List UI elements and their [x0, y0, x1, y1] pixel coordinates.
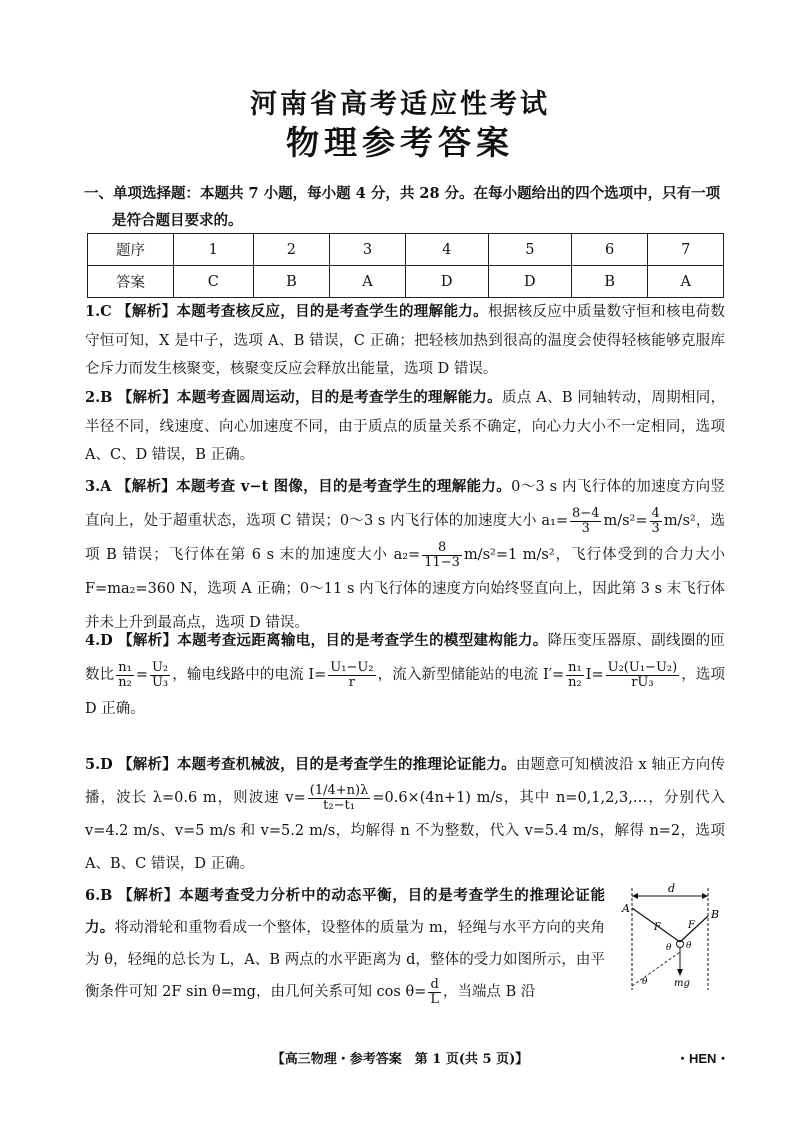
fraction-denominator: r	[348, 674, 355, 690]
table-row	[88, 234, 724, 266]
question-head: 4.D 【解析】本题考查远距离输电，目的是考查学生的模型建构能力。	[85, 632, 548, 649]
question-3	[85, 470, 725, 640]
label-f-left: F	[654, 922, 661, 933]
table-cell: 7	[648, 234, 724, 266]
fraction	[606, 661, 680, 690]
question-head: 3.A 【解析】本题考查 v−t 图像，目的是考查学生的理解能力。	[85, 478, 512, 495]
table-cell: 2	[253, 234, 330, 266]
fraction-numerator: 4	[651, 505, 660, 521]
fraction-numerator: 8	[422, 541, 462, 556]
arrow-head-right	[702, 893, 708, 899]
table-row	[88, 266, 724, 298]
section-heading-line1: 一、单项选择题：本题共 7 小题，每小题 4 分，共 28 分。在每小题给出的四个选项中，只有一项	[84, 185, 721, 202]
question-body: m/s²=1 m/s²，飞行体受到的合力大小 F=ma₂=360 N，选项 A 正确；0～11 s 内飞行体的速度方向始终竖直向上，因此第 3 s 末飞行体并未上升到最高点，选项 D 错误。	[85, 547, 725, 631]
question-body: m/s²=	[603, 513, 648, 529]
question-5	[85, 748, 725, 881]
question-head: 1.C 【解析】本题考查核反应，目的是考查学生的理解能力。	[85, 303, 488, 320]
fraction-denominator: 3	[581, 520, 590, 536]
question-head: 6.B 【解析】本题考查受力分析中的动态平衡，目的是考查学生的推理论证能力。	[85, 887, 605, 936]
fraction-denominator: 11−3	[424, 554, 460, 570]
table-cell: A	[648, 266, 724, 298]
section-heading-line2: 是符合题目要求的。	[112, 212, 243, 229]
fraction-numerator: U₂	[151, 659, 169, 675]
question-body: ，选项 D 正确。	[85, 667, 726, 717]
question-body: ，流入新型储能站的电流 I′=	[377, 667, 565, 683]
fraction-numerator: U₂(U₁−U₂)	[607, 659, 678, 675]
question-4	[85, 624, 725, 726]
question-head: 5.D 【解析】本题考查机械波，目的是考查学生的推理论证能力。	[85, 756, 516, 773]
table-cell: 5	[488, 234, 571, 266]
question-body: 由题意可知横波沿 x 轴正方向传播，波长 λ=0.6 m，则波速 v=	[85, 757, 725, 806]
table-cell: D	[488, 266, 571, 298]
fraction-numerator: (1/4+n)λ	[309, 782, 369, 798]
fraction-denominator: n₂	[568, 674, 582, 690]
label-a: A	[622, 902, 630, 915]
label-theta-3: θ	[642, 977, 648, 987]
fraction-numerator: 8−4	[572, 505, 600, 521]
fraction	[650, 507, 662, 536]
page-subtitle: 物理参考答案	[286, 123, 514, 162]
footer-code: ・HEN・	[676, 1051, 730, 1066]
fraction-denominator: 3	[651, 520, 660, 536]
table-cell: 3	[330, 234, 405, 266]
fraction	[422, 541, 462, 570]
table-cell: 4	[405, 234, 488, 266]
table-cell: B	[571, 266, 648, 298]
table-row-label: 题序	[88, 234, 174, 266]
fraction	[566, 661, 584, 690]
fraction-denominator: n₂	[118, 674, 132, 690]
question-2	[85, 384, 725, 470]
label-f-right: F	[688, 920, 695, 931]
fraction-numerator: d	[428, 978, 441, 993]
label-mg: mg	[674, 978, 690, 989]
table-row-label: 答案	[88, 266, 174, 298]
gravity-arrow-head	[677, 969, 683, 976]
dashed-line	[632, 952, 680, 986]
table-cell: A	[330, 266, 405, 298]
question-head: 2.B 【解析】本题考查圆周运动，目的是考查学生的理解能力。	[85, 389, 502, 406]
fraction	[308, 784, 371, 813]
fraction-denominator: L	[430, 991, 439, 1007]
fraction-numerator: n₁	[118, 659, 132, 675]
question-body: =0.6×(4n+1) m/s，其中 n=0,1,2,3,…，分别代入 v=4.2 m/s、v=5 m/s 和 v=5.2 m/s，均解得 n 不为整数，代入 v=5.4 m/s，解得 n=2，选项 A、B、C 错误，D 正确。	[85, 790, 725, 872]
force-diagram	[618, 880, 724, 992]
fraction-numerator: n₁	[568, 659, 582, 675]
question-body: 0～3 s 内飞行体的加速度方向竖直向上，处于超重状态，选项 C 错误；0～3 s 内飞行体的加速度大小 a₁=	[85, 479, 725, 529]
question-body: m/s²，选项 B 错误；飞行体在第 6 s 末的加速度大小 a₂=	[85, 513, 726, 563]
section-heading	[84, 180, 724, 234]
fraction	[328, 661, 375, 690]
fraction-denominator: rU₃	[631, 674, 654, 690]
fraction	[116, 661, 134, 690]
table-cell: C	[174, 266, 254, 298]
fraction	[150, 661, 170, 690]
arrow-head-left	[632, 893, 638, 899]
question-body: =	[135, 667, 148, 683]
table-cell: 1	[174, 234, 254, 266]
fraction	[570, 507, 601, 536]
fraction-numerator: U₁−U₂	[330, 659, 374, 675]
table-cell: 6	[571, 234, 648, 266]
question-body: 将动滑轮和重物看成一个整体，设整体的质量为 m，轻绳与水平方向的夹角为 θ，轻绳的总长为 L，A、B 两点的水平距离为 d，整体的受力如图所示，由平衡条件可知 2F sin θ=mg，由几何关系可知 cos θ=	[85, 920, 606, 1000]
fraction-denominator: t₂−t₁	[323, 797, 355, 813]
fraction-denominator: U₃	[151, 674, 169, 690]
question-body: 质点 A、B 同轴转动，周期相同，半径不同，线速度、向心加速度不同，由于质点的质量关系不确定，向心力大小不一定相同，选项 A、C、D 错误，B 正确。	[85, 390, 725, 463]
label-b: B	[711, 908, 720, 921]
table-cell: B	[253, 266, 330, 298]
question-body: 降压变压器原、副线圈的匝数比	[85, 633, 725, 683]
page-footer: 【高三物理・参考答案 第 1 页(共 5 页)】	[271, 1052, 529, 1067]
question-body: 根据核反应中质量数守恒和核电荷数守恒可知，X 是中子，选项 A、B 错误，C 正确；把轻核加热到很高的温度会使得轻核能够克服库仑斥力而发生核聚变，核聚变反应会释放出能量，选项 D 错误。	[85, 304, 725, 377]
question-body: ，当端点 B 沿	[442, 984, 536, 1000]
label-theta-2: θ	[686, 941, 692, 951]
label-d: d	[668, 882, 676, 895]
page-title: 河南省高考适应性考试	[250, 89, 550, 120]
question-6	[85, 880, 605, 1008]
answer-table	[87, 233, 724, 298]
table-cell: D	[405, 266, 488, 298]
question-body: ，输电线路中的电流 I=	[172, 667, 327, 683]
label-theta-1: θ	[666, 943, 672, 953]
question-1	[85, 298, 725, 384]
fraction	[428, 978, 441, 1007]
question-body: I=	[585, 667, 604, 683]
